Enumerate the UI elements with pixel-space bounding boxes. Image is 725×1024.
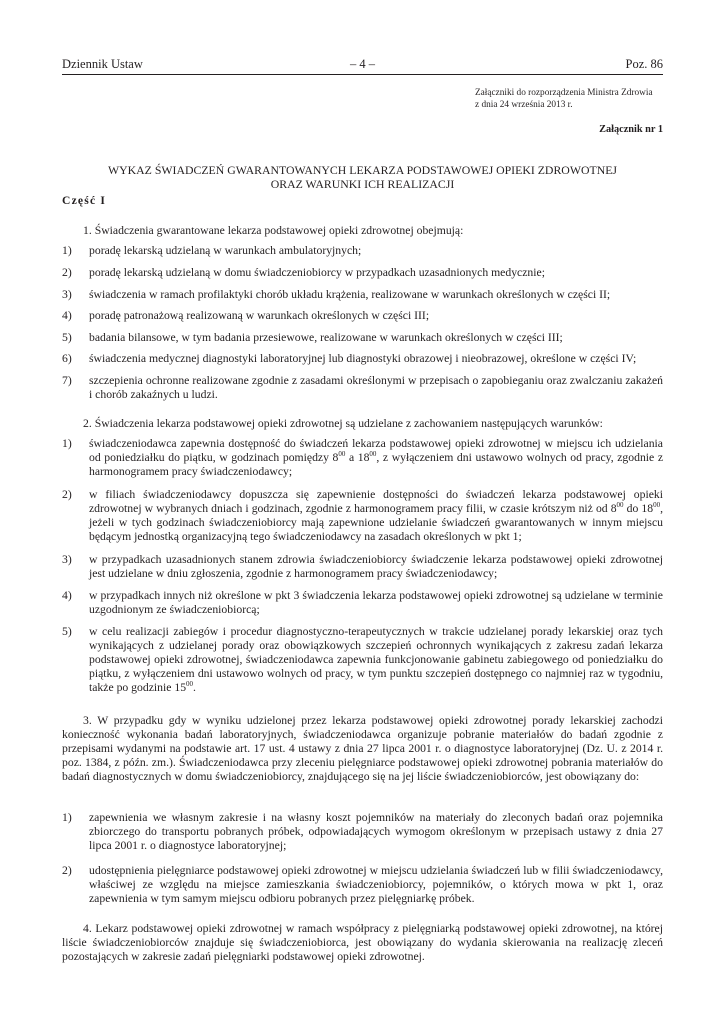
position-number: Poz. 86: [625, 57, 663, 71]
item-number: 1): [62, 811, 72, 824]
list-item: [62, 864, 663, 906]
item-number: 5): [62, 625, 72, 638]
list-item: [62, 811, 663, 853]
list-item: [62, 625, 663, 695]
annex-reference-line: z dnia 24 września 2013 r.: [475, 99, 573, 110]
item-text: [89, 625, 663, 695]
item-text: [89, 437, 663, 479]
document-title: [62, 164, 663, 191]
item-text: zapewnienia we własnym zakresie i na własny koszt pojemników na materiały do zleconych badań oraz pojemnika zbiorczego do transportu pobranych próbek, odpowiadających wymogom określonym w przepisach ustawy z dnia 27 lipca 2001 r. o diagnostyce laboratoryjnej;: [89, 811, 663, 853]
section-1-intro: 1. Świadczenia gwarantowane lekarza podstawowej opieki zdrowotnej obejmują:: [83, 224, 464, 237]
item-text: w przypadkach innych niż określone w pkt 3 świadczenia lekarza podstawowej opieki zdrowotnej są udzielane w terminie uzgodnionym ze świadczeniobiorcą;: [89, 589, 663, 617]
item-text: udostępnienia pielęgniarce podstawowej opieki zdrowotnej w miejscu udzielania świadczeń lub w filii świadczeniodawcy, właściwej ze względu na miejsce zamieszkania świadczeniobiorcy, pojemników, o których mowa w pkt 1, oraz zapewnienia w tym samym miejscu odbioru pobranych przez pielęgniarkę próbek.: [89, 864, 663, 906]
item-number: 4): [62, 589, 72, 602]
annex-reference-line: Załączniki do rozporządzenia Ministra Zdrowia: [475, 88, 653, 98]
item-number: 1): [62, 244, 72, 257]
item-text-part: w celu realizacji zabiegów i procedur diagnostyczno-terapeutycznych w trakcie udzielanej porady lekarskiej oraz tych wynikających z udzielanej porady oraz obowiązkowych szczepień ochronnych wynikających z zakresu zadań lekarza podstawowej opieki zdrowotnej, świadczeniodawca zapewnia funkcjonowanie gabinetu zabiegowego od poniedziałku do piątku, z wyłączeniem dni ustawowo wolnych od pracy, w tym punktu szczepień dostępnego co najmniej raz w tygodniu, także po godzinie 15: [89, 625, 663, 695]
page-header: [62, 57, 663, 73]
part-heading: Część I: [62, 194, 107, 207]
item-number: 4): [62, 309, 72, 322]
title-line: ORAZ WARUNKI ICH REALIZACJI: [270, 176, 455, 191]
item-number: 1): [62, 437, 72, 450]
item-text: w przypadkach uzasadnionych stanem zdrowia świadczeniobiorcy świadczenie lekarza podstawowej opieki zdrowotnej jest udzielane w dniu zgłoszenia, zgodnie z harmonogramem pracy świadczeniodawcy;: [89, 553, 663, 581]
item-number: 3): [62, 288, 72, 301]
item-text-part: świadczeniodawca zapewnia dostępność do świadczeń lekarza podstawowej opieki zdrowotnej w miejscu ich udzielania od poniedziałku do piątku, w godzinach pomiędzy 8: [89, 437, 663, 465]
list-item: [62, 553, 663, 581]
item-number: 7): [62, 374, 72, 387]
page-number: – 4 –: [350, 57, 375, 71]
item-number: 6): [62, 352, 72, 365]
list-item: [62, 374, 663, 402]
superscript: 00: [616, 501, 624, 510]
list-item: [62, 488, 663, 544]
superscript: 00: [186, 680, 194, 689]
list-item: [62, 288, 663, 302]
section-4-intro: 4. Lekarz podstawowej opieki zdrowotnej w ramach współpracy z pielęgniarką podstawowej opieki zdrowotnej, na której liście świadczeniobiorców znajduje się świadczeniobiorca, jest obowiązany do wydania skierowania na realizację zleceń pozostających w zakresie zadań pielęgniarki podstawowej opieki zdrowotnej.: [62, 922, 663, 964]
annex-reference: [475, 88, 653, 111]
list-item: [62, 352, 663, 366]
item-number: 5): [62, 331, 72, 344]
item-text: badania bilansowe, w tym badania przesiewowe, realizowane w warunkach określonych w części III;: [89, 331, 563, 344]
item-text: poradę lekarską udzielaną w warunkach ambulatoryjnych;: [89, 244, 362, 257]
header-rule: [62, 74, 663, 75]
item-text: świadczenia w ramach profilaktyki chorób układu krążenia, realizowane w warunkach określonych w części II;: [89, 288, 611, 301]
superscript: 00: [338, 450, 346, 459]
item-text-part: do 18: [623, 502, 654, 516]
title-line: WYKAZ ŚWIADCZEŃ GWARANTOWANYCH LEKARZA PODSTAWOWEJ OPIEKI ZDROWOTNEJ: [107, 163, 618, 177]
list-item: [62, 266, 663, 280]
item-number: 2): [62, 488, 72, 501]
item-number: 2): [62, 864, 72, 877]
item-text: świadczenia medycznej diagnostyki laboratoryjnej lub diagnostyki obrazowej i nieobrazowej, określone w części IV;: [89, 352, 637, 365]
list-item: [62, 331, 663, 345]
item-text-part: w filiach świadczeniodawcy dopuszcza się zapewnienie dostępności do świadczeń lekarza podstawowej opieki zdrowotnej w wybranych dniach i godzinach, zgodnie z harmonogramem pracy filii, w czasie krótszym niż od 8: [89, 488, 663, 516]
item-text: poradę patronażową realizowaną w warunkach określonych w części III;: [89, 309, 430, 322]
list-item: [62, 244, 663, 258]
superscript: 00: [369, 450, 377, 459]
list-item: [62, 437, 663, 479]
item-text-part: a 18: [345, 451, 370, 465]
list-item: [62, 309, 663, 323]
superscript: 00: [653, 501, 661, 510]
section-2-intro: 2. Świadczenia lekarza podstawowej opieki zdrowotnej są udzielane z zachowaniem następujących warunków:: [83, 417, 603, 430]
section-3-intro: 3. W przypadku gdy w wyniku udzielonej przez lekarza podstawowej opieki zdrowotnej porady lekarskiej zachodzi konieczność wykonania badań laboratoryjnych, świadczeniodawca organizuje pobranie materiałów do badań zgodnie z przepisami wydanymi na podstawie art. 17 ust. 4 ustawy z dnia 27 lipca 2001 r. o diagnostyce laboratoryjnej (Dz. U. z 2014 r. poz. 1384, z późn. zm.). Świadczeniodawca przy zleceniu pielęgniarce podstawowej opieki zdrowotnej pobrania materiałów do badań diagnostycznych w domu świadczeniobiorcy, znajdującego się na jej liście świadczeniobiorców, jest obowiązany do:: [62, 714, 663, 784]
item-text: szczepienia ochronne realizowane zgodnie z zasadami określonymi w przepisach o zapobieganiu oraz zwalczaniu zakażeń i chorób zakaźnych u ludzi.: [89, 374, 663, 402]
journal-name: Dziennik Ustaw: [62, 57, 143, 71]
item-number: 3): [62, 553, 72, 566]
annex-number: Załącznik nr 1: [599, 124, 663, 135]
item-text-part: .: [193, 681, 196, 695]
item-text-part: , z wyłączeniem dni ustawowo wolnych od pracy, zgodnie z harmonogramem pracy świadczeniodawcy;: [89, 451, 664, 479]
list-item: [62, 589, 663, 617]
item-text: poradę lekarską udzielaną w domu świadczeniobiorcy w przypadkach uzasadnionych medycznie;: [89, 266, 545, 279]
item-number: 2): [62, 266, 72, 279]
item-text: [89, 488, 663, 544]
item-text-part: , jeżeli w tych godzinach świadczeniobiorcy mają zapewnione udzielanie świadczeń gwarantowanych w innym miejscu będącym jednostką organizacyjną tego świadczeniodawcy na zasadach określonych w pkt 1;: [89, 502, 663, 544]
